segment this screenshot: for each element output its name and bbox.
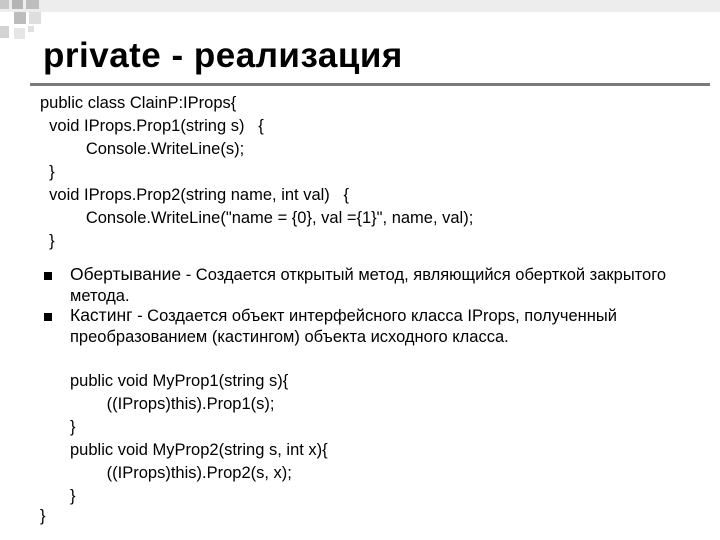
code-line: Console.WriteLine("name = {0}, val ={1}", name, val); bbox=[40, 209, 474, 227]
bullet-label: Обертывание bbox=[70, 264, 182, 284]
bullet-marker bbox=[44, 272, 52, 280]
code-line: } bbox=[70, 487, 76, 505]
code-line: public class ClainP:IProps{ bbox=[40, 94, 237, 112]
bullet-text: - Создается объект интерфейсного класса IProps, полученный преобразованием (кастингом) объекта исходного класса. bbox=[70, 307, 617, 346]
code-line: public void MyProp2(string s, int x){ bbox=[70, 441, 328, 459]
closing-brace: } bbox=[40, 507, 46, 525]
bullet-marker bbox=[44, 313, 52, 321]
bullet-wrapping bbox=[70, 264, 690, 307]
bullet-label: Кастинг bbox=[70, 305, 133, 325]
code-line: ((IProps)this).Prop2(s, x); bbox=[70, 464, 292, 482]
code-line: void IProps.Prop2(string name, int val) { bbox=[40, 186, 350, 204]
title-divider bbox=[30, 83, 710, 86]
code-line: public void MyProp1(string s){ bbox=[70, 372, 289, 390]
bullet-text: - Создается открытый метод, являющийся оберткой закрытого метода. bbox=[70, 266, 667, 305]
code-line: void IProps.Prop1(string s) { bbox=[40, 117, 264, 135]
slide-title: private - реализация bbox=[43, 36, 403, 75]
code-line: } bbox=[70, 418, 76, 436]
bullet-casting bbox=[70, 305, 690, 348]
code-line: Console.WriteLine(s); bbox=[40, 140, 245, 158]
code-line: } bbox=[40, 163, 55, 181]
code-line: } bbox=[40, 232, 55, 250]
code-line: ((IProps)this).Prop1(s); bbox=[70, 395, 275, 413]
